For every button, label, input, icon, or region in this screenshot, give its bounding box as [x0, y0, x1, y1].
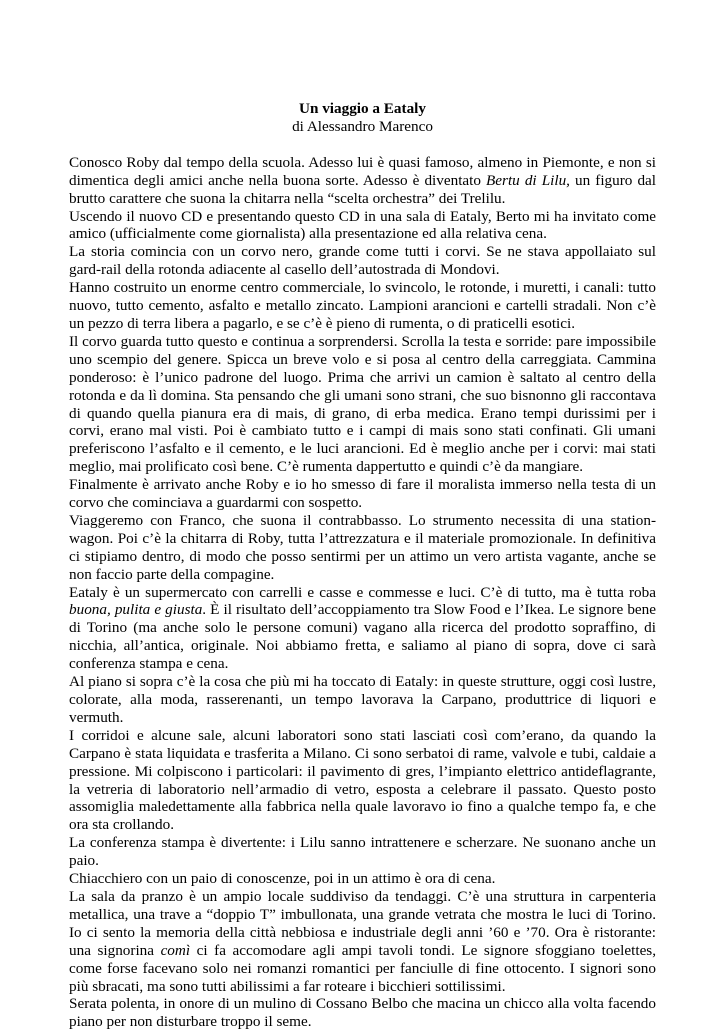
paragraph-text: un figuro dal brutto carattere che suona la chitarra nella “scelta orchestra” dei Trelilu. — [69, 171, 657, 207]
paragraph — [69, 208, 656, 244]
italic-text: Bertu di Lilu, — [486, 171, 570, 189]
paragraph — [69, 888, 656, 995]
paragraph — [69, 584, 656, 674]
paragraph-text: Viaggeremo con Franco, che suona il contrabbasso. Lo strumento necessita di una station-wagon. Poi c’è la chitarra di Roby, tutta l’attrezzatura e il materiale promozionale. In definitiva ci stipiamo dentro, di modo che posso sentirmi per un attimo un vero artista vagante, anche se non faccio parte della compagine. — [69, 511, 656, 583]
paragraph-text: I corridoi e alcune sale, alcuni laboratori sono stati lasciati così com’erano, da quando la Carpano è stata liquidata e trasferita a Milano. Ci sono serbatoi di rame, valvole e tubi, caldaie a pressione. Mi colpiscono i particolari: il pavimento di gres, l’impianto elettrico antideflagrante, la vetreria di laboratorio nell’armadio di vetro, esposta a celebrare il passato. Questo posto assomiglia maledettamente alla fabbrica nella quale lavoravo io fino a qualche tempo fa, e che ora sta crollando. — [69, 726, 656, 834]
paragraph — [69, 870, 656, 888]
paragraph-text: La storia comincia con un corvo nero, grande come tutti i corvi. Se ne stava appollaiato sul gard-rail della rotonda adiacente al casello dell’autostrada di Mondovi. — [69, 243, 656, 279]
paragraph-text: La sala da pranzo è un ampio locale suddiviso da tendaggi. C’è una struttura in carpenteria metallica, una trave a “doppio T” imbullonata, una grande vetrata che mostra le luci di Torino. Io ci sento la memoria della città nebbiosa e industriale degli anni ’60 e ’70. Ora è ristorante: una signorina — [69, 887, 656, 959]
paragraph — [69, 243, 656, 279]
paragraph — [69, 995, 656, 1031]
paragraph-text: Il corvo guarda tutto questo e continua a sorprendersi. Scrolla la testa e sorride: pare impossibile uno scempio del genere. Spicca un breve volo e si posa al centro della carreggiata. Cammina ponderoso: è l’unico padrone del luogo. Prima che arrivi un camion è saltato al centro della rotonda e da lì domina. Sta pensando che gli umani sono strani, che suo bisnonno gli raccontava di quando quella pianura era di mais, di grano, di erba medica. Erano tempi durissimi per i corvi, erano mal visti. Poi è cambiato tutto e i campi di mais sono stati confinati. Gli umani preferiscono l’asfalto e il cemento, e le luci arancioni. Ed è meglio anche per i corvi: mai stati meglio, mai prolificato così bene. C’è rumenta dappertutto e quindi c’è da mangiare. — [69, 332, 656, 476]
paragraph — [69, 673, 656, 727]
paragraph-text: Eataly è un supermercato con carrelli e casse e commesse e luci. C’è di tutto, ma è tutta roba — [69, 583, 656, 601]
paragraph — [69, 834, 656, 870]
paragraph-text: Serata polenta, in onore di un mulino di Cossano Belbo che macina un chicco alla volta facendo piano per non disturbare troppo il seme. — [69, 995, 656, 1031]
paragraph — [69, 727, 656, 834]
paragraph-text: Finalmente è arrivato anche Roby e io ho smesso di fare il moralista immerso nella testa di un corvo che cominciava a guardarmi con sospetto. — [69, 476, 656, 512]
paragraph — [69, 476, 656, 512]
paragraph-text: Conosco Roby dal tempo della scuola. Adesso lui è quasi famoso, almeno in Piemonte, e non si dimentica degli amici anche nella buona sorte. Adesso è diventato — [69, 153, 656, 189]
paragraph-text: Al piano si sopra c’è la cosa che più mi ha toccato di Eataly: in queste strutture, oggi così lustre, colorate, alla moda, rasserenanti, un tempo lavorava la Carpano, produttrice di liquori e vermuth. — [69, 673, 656, 726]
document-page — [69, 100, 656, 1031]
paragraph-text: Chiacchiero con un paio di conoscenze, poi in un attimo è ora di cena. — [69, 870, 496, 888]
paragraph-text: Hanno costruito un enorme centro commerciale, lo svincolo, le rotonde, i muretti, i canali: tutto nuovo, tutto cemento, asfalto e metallo zincato. Lampioni arancioni e cartelli stradali. Non c’è un pezzo di terra libera a pagarlo, e se c’è è pieno di rumenta, o di praticelli esotici. — [69, 279, 656, 332]
paragraph — [69, 279, 656, 333]
paragraph — [69, 512, 656, 584]
document-body — [69, 154, 656, 1031]
italic-text: comì — [160, 941, 191, 959]
paragraph-text: La conferenza stampa è divertente: i Lilu sanno intrattenere e scherzare. Ne suonano anche un paio. — [69, 834, 656, 870]
paragraph-text: Uscendo il nuovo CD e presentando questo CD in una sala di Eataly, Berto mi ha invitato come amico (ufficialmente come giornalista) alla presentazione ed alla relativa cena. — [69, 207, 656, 243]
italic-text: buona, pulita e giusta — [69, 601, 203, 619]
paragraph — [69, 154, 656, 208]
paragraph — [69, 333, 656, 476]
paragraph-text: ci fa accomodare agli ampi tavoli tondi. Le signore sfoggiano toelettes, come forse facevano solo nei romanzi romantici per fanciulle di fine ottocento. I signori sono più sbracati, ma sono tutti abilissimi a far roteare i bicchieri sottilissimi. — [69, 941, 657, 995]
document-author: di Alessandro Marenco — [292, 117, 433, 135]
document-title: Un viaggio a Eataly — [299, 100, 426, 117]
paragraph-text: . È il risultato dell’accoppiamento tra Slow Food e l’Ikea. Le signore bene di Torino (ma anche solo le persone comuni) vagano alla ricerca del prodotto sopraffino, di nicchia, all’antica, originale. Noi abbiamo fretta, e saliamo al piano di sopra, dove ci sarà conferenza stampa e cena. — [69, 601, 656, 673]
